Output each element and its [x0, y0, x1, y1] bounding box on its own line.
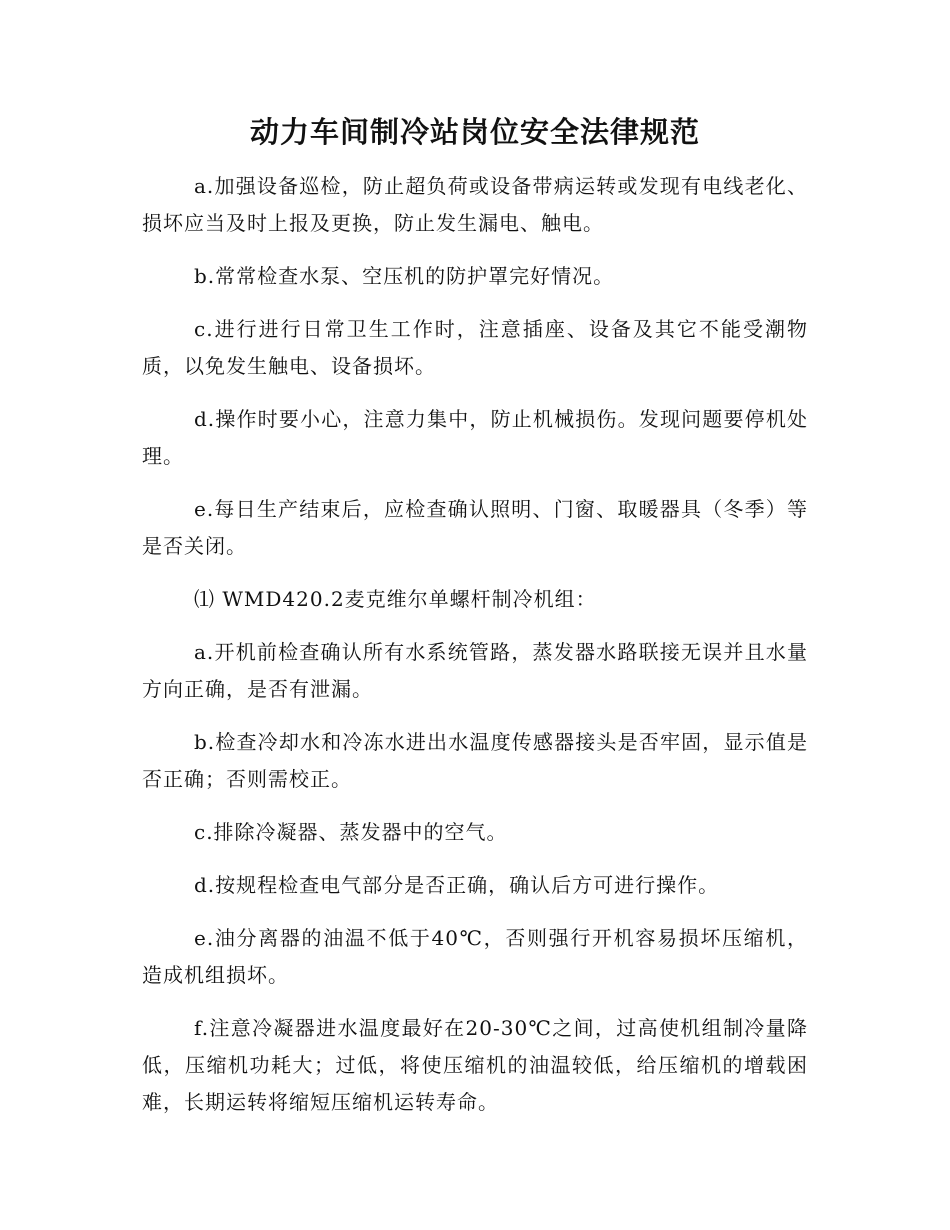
paragraph-2: b.常常检查水泵、空压机的防护罩完好情况。	[194, 264, 615, 288]
paragraph-9: c.排除冷凝器、蒸发器中的空气。	[194, 820, 508, 844]
paragraph-8: b.检查冷却水和冷冻水进出水温度传感器接头是否牢固，显示值是否正确；否则需校正。	[142, 730, 808, 791]
paragraph-5: e.每日生产结束后，应检查确认照明、门窗、取暖器具（冬季）等是否关闭。	[142, 497, 808, 558]
paragraph-12: f.注意冷凝器进水温度最好在20-30℃之间，过高使机组制冷量降低，压缩机功耗大；过低，将使压缩机的油温较低，给压缩机的增载困难，长期运转将缩短压缩机运转寿命。	[142, 1016, 808, 1114]
paragraph-4: d.操作时要小心，注意力集中，防止机械损伤。发现问题要停机处理。	[142, 407, 808, 468]
paragraph-11: e.油分离器的油温不低于40℃，否则强行开机容易损坏压缩机，造成机组损坏。	[142, 926, 808, 987]
paragraph-7: a.开机前检查确认所有水系统管路，蒸发器水路联接无误并且水量方向正确，是否有泄漏。	[142, 640, 808, 701]
document-body	[142, 168, 808, 1137]
paragraph-3: c.进行进行日常卫生工作时，注意插座、设备及其它不能受潮物质，以免发生触电、设备损坏。	[142, 317, 808, 378]
document-title: 动力车间制冷站岗位安全法律规范	[249, 115, 700, 149]
paragraph-1: a.加强设备巡检，防止超负荷或设备带病运转或发现有电线老化、损坏应当及时上报及更换，防止发生漏电、触电。	[142, 174, 808, 235]
section-heading: ⑴ WMD420.2麦克维尔单螺杆制冷机组：	[194, 587, 597, 611]
paragraph-10: d.按规程检查电气部分是否正确，确认后方可进行操作。	[194, 873, 720, 897]
